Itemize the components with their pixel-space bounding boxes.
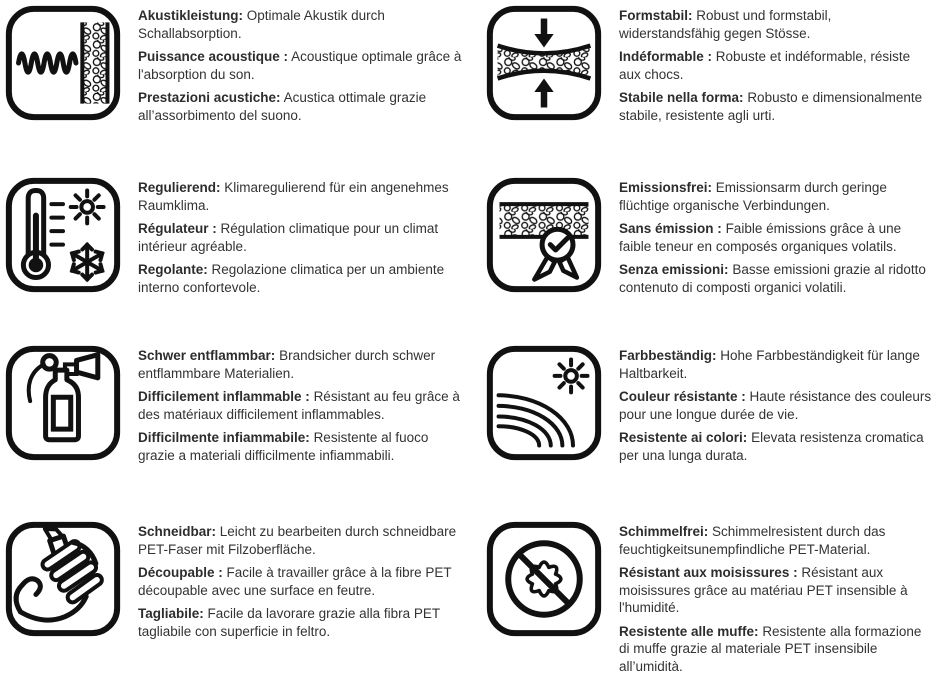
climate-regulation-icon [5, 177, 121, 293]
feature-texts [619, 5, 933, 130]
feature-cuttable [0, 515, 468, 680]
feature-text-de: Schimmelfrei: Schimmelresistent durch das feuchtigkeitsunempfindliche PET-Material. [619, 524, 886, 557]
feature-text-fr: Indéformable : Robuste et indéformable, résiste aux chocs. [619, 49, 911, 82]
feature-acoustic [0, 0, 468, 171]
feature-text-fr: Découpable : Facile à travailler grâce à la fibre PET découpable avec une surface en feutre. [138, 565, 452, 598]
low-emission-certificate-icon [486, 177, 602, 293]
feature-text-it: Prestazioni acustiche: Acustica ottimale grazie all’assorbimento del suono. [138, 90, 427, 123]
feature-text-fr: Sans émission : Faible émissions grâce à une faible teneur en composés organiques volatils. [619, 221, 902, 254]
feature-texts [138, 345, 462, 470]
feature-texts [138, 5, 462, 130]
feature-text-de: Formstabil: Robust und formstabil, widerstandsfähig gegen Stösse. [619, 8, 832, 41]
feature-text-fr: Couleur résistante : Haute résistance des couleurs pour une longue durée de vie. [619, 389, 932, 422]
feature-low-emission [468, 171, 936, 340]
sound-absorption-icon [5, 5, 121, 121]
feature-texts [619, 177, 933, 302]
fire-extinguisher-icon [5, 345, 121, 461]
feature-text-fr: Régulateur : Régulation climatique pour un climat intérieur agréable. [138, 221, 439, 254]
feature-text-de: Schneidbar: Leicht zu bearbeiten durch schneidbare PET-Faser mit Filzoberfläche. [138, 524, 457, 557]
feature-text-it: Resistente ai colori: Elevata resistenza cromatica per una lunga durata. [619, 430, 924, 463]
feature-text-de: Schwer entflammbar: Brandsicher durch schwer entflammbare Materialien. [138, 348, 436, 381]
color-fastness-icon [486, 345, 602, 461]
feature-text-it: Senza emissioni: Basse emissioni grazie al ridotto contenuto di composti organici volatili. [619, 262, 926, 295]
feature-text-it: Stabile nella forma: Robusto e dimensionalmente stabile, resistente agli urti. [619, 90, 923, 123]
feature-texts [138, 177, 462, 302]
feature-texts [619, 521, 933, 680]
feature-texts [619, 345, 933, 470]
feature-text-de: Farbbeständig: Hohe Farbbeständigkeit für lange Haltbarkeit. [619, 348, 920, 381]
feature-text-de: Regulierend: Klimaregulierend für ein angenehmes Raumklima. [138, 180, 449, 213]
feature-text-it: Tagliabile: Facile da lavorare grazie alla fibra PET tagliabile con superficie in feltro. [138, 606, 440, 639]
feature-flame-retardant [0, 340, 468, 515]
feature-text-fr: Difficilement inflammable : Résistant au feu grâce à des matériaux difficilement inflammables. [138, 389, 460, 422]
feature-shape-stability [468, 0, 936, 171]
feature-climate [0, 171, 468, 340]
feature-color-fastness [468, 340, 936, 515]
feature-texts [138, 521, 462, 646]
shape-stability-icon [486, 5, 602, 121]
no-mold-icon [486, 521, 602, 637]
feature-text-de: Emissionsfrei: Emissionsarm durch geringe flüchtige organische Verbindungen. [619, 180, 887, 213]
feature-text-it: Resistente alle muffe: Resistente alla formazione di muffe grazie al materiale PET insensibile all’umidità. [619, 623, 922, 674]
feature-text-fr: Puissance acoustique : Acoustique optimale grâce à l'absorption du son. [138, 49, 462, 82]
feature-text-it: Difficilmente infiammabile: Resistente al fuoco grazie a materiali difficilmente infiammabili. [138, 430, 429, 463]
feature-mold-resistant [468, 515, 936, 680]
feature-text-de: Akustikleistung: Optimale Akustik durch Schallabsorption. [138, 8, 385, 41]
feature-text-it: Regolante: Regolazione climatica per un ambiente interno confortevole. [138, 262, 445, 295]
cutter-hand-icon [5, 521, 121, 637]
feature-text-fr: Résistant aux moisissures : Résistant aux moisissures grâce au matériau PET insensible à l'humidité. [619, 565, 908, 615]
